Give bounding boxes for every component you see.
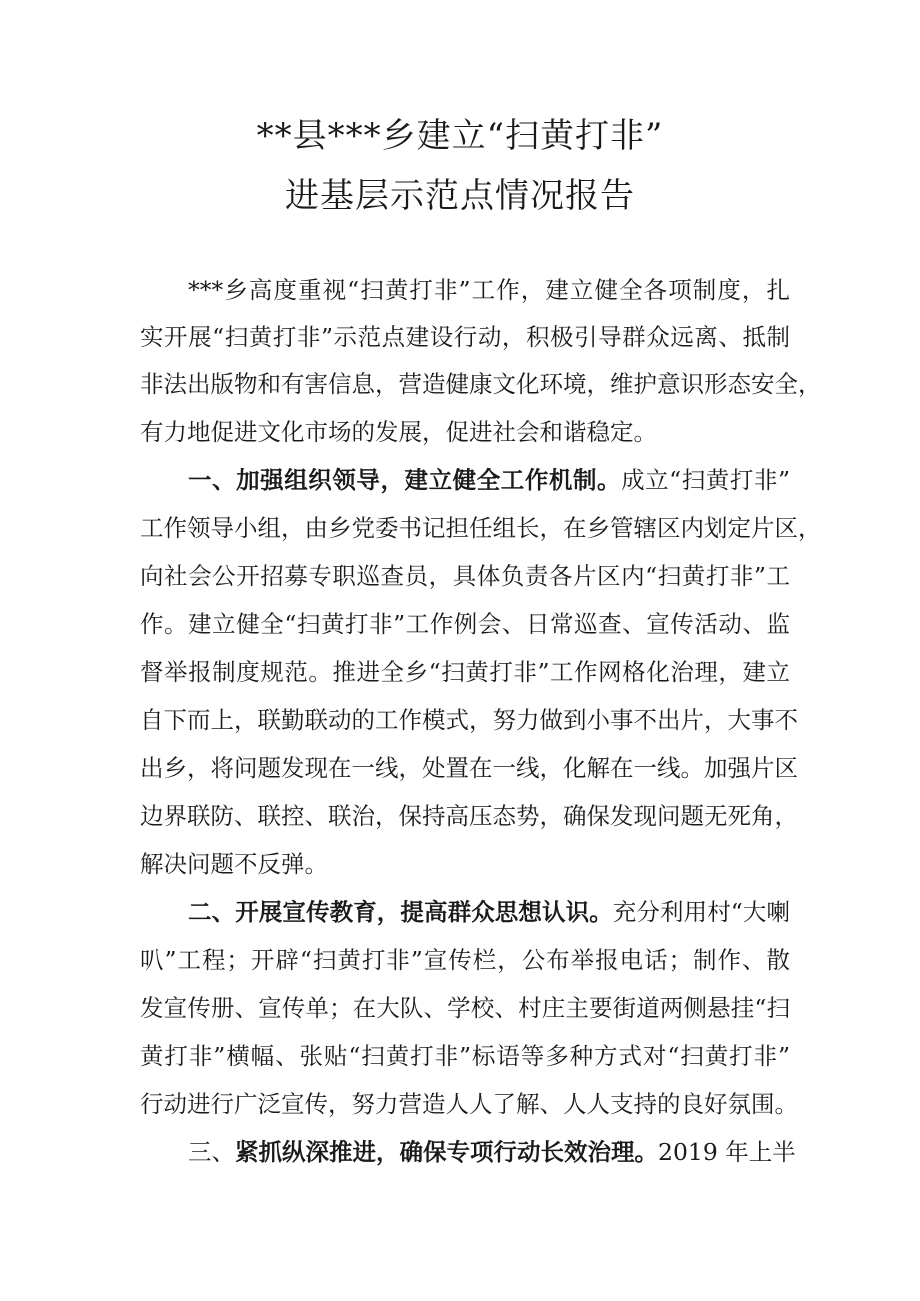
section-1-line: 边界联防、联控、联治，保持高压态势，确保发现问题无死角， bbox=[140, 802, 798, 830]
section-1-line: 工作领导小组，由乡党委书记担任组长，在乡管辖区内划定片区， bbox=[140, 514, 822, 542]
section-2-first-line bbox=[188, 893, 790, 927]
report-title-line-2: 进基层示范点情况报告 bbox=[285, 176, 635, 216]
section-1-first-line bbox=[188, 461, 790, 495]
section-1-line: 作。建立健全“扫黄打非”工作例会、日常巡查、宣传活动、监 bbox=[140, 610, 790, 638]
section-1-heading: 一、加强组织领导，建立健全工作机制。 bbox=[188, 466, 622, 494]
section-2-line: 发宣传册、宣传单；在大队、学校、村庄主要街道两侧悬挂“扫 bbox=[140, 994, 790, 1022]
section-1-line: 出乡，将问题发现在一线，处置在一线，化解在一线。加强片区 bbox=[140, 754, 798, 782]
section-1-line: 解决问题不反弹。 bbox=[140, 850, 328, 878]
section-3-first-text: 2019 年上半 bbox=[658, 1138, 796, 1166]
section-1-line: 向社会公开招募专职巡查员，具体负责各片区内“扫黄打非”工 bbox=[140, 562, 790, 590]
section-1-first-text: 成立“扫黄打非” bbox=[621, 466, 791, 494]
section-2-line: 黄打非”横幅、张贴“扫黄打非”标语等多种方式对“扫黄打非” bbox=[140, 1042, 790, 1070]
section-3-heading: 紧抓纵深推进，确保专项行动长效治理。 bbox=[235, 1138, 658, 1166]
section-2-heading: 二、开展宣传教育，提高群众思想认识。 bbox=[188, 898, 613, 926]
section-3-number: 三、 bbox=[188, 1138, 235, 1166]
intro-line: 有力地促进文化市场的发展，促进社会和谐稳定。 bbox=[140, 418, 657, 446]
report-title-line-1: **县***乡建立“扫黄打非” bbox=[256, 116, 664, 156]
section-1-line: 自下而上，联勤联动的工作模式，努力做到小事不出片，大事不 bbox=[140, 706, 798, 734]
section-2-first-text: 充分利用村“大喇 bbox=[612, 898, 791, 926]
section-3-first-line bbox=[188, 1133, 796, 1167]
section-2-line: 行动进行广泛宣传，努力营造人人了解、人人支持的良好氛围。 bbox=[140, 1090, 798, 1118]
intro-line: ***乡高度重视“扫黄打非”工作，建立健全各项制度，扎 bbox=[188, 276, 790, 304]
section-2-line: 叭”工程；开辟“扫黄打非”宣传栏，公布举报电话；制作、散 bbox=[140, 946, 790, 974]
section-1-line: 督举报制度规范。推进全乡“扫黄打非”工作网格化治理，建立 bbox=[140, 658, 790, 686]
intro-line: 实开展“扫黄打非”示范点建设行动，积极引导群众远离、抵制 bbox=[140, 323, 790, 351]
intro-line: 非法出版物和有害信息，营造健康文化环境，维护意识形态安全， bbox=[140, 370, 822, 398]
